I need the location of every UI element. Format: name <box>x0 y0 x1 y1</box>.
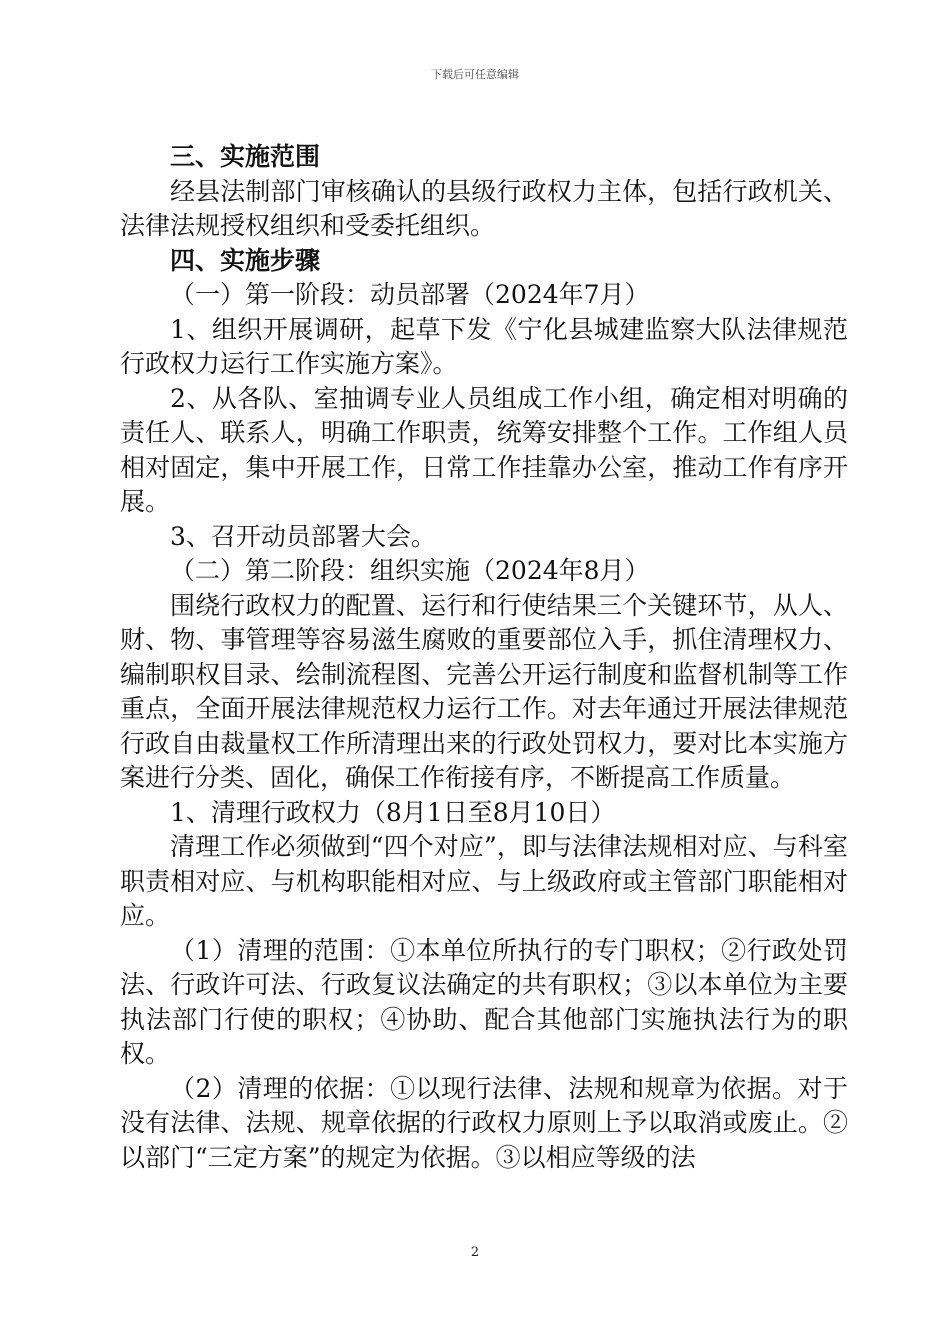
section-heading: 四、实施步骤 <box>170 245 321 275</box>
body-paragraph: 围绕行政权力的配置、运行和行使结果三个关键环节，从人、财、物、事管理等容易滋生腐败的重要部位入手，抓住清理权力、编制职权目录、绘制流程图、完善公开运行制度和监督机制等工作重点，全面开展法律规范权力运行工作。对去年通过开展法律规范行政自由裁量权工作所清理出来的行政处罚权力，要对比本实施方案进行分类、固化，确保工作衔接有序，不断提高工作质量。 <box>120 590 848 792</box>
body-paragraph: （2）清理的依据：①以现行法律、法规和规章为依据。对于没有法律、法规、规章依据的行政权力原则上予以取消或废止。②以部门“三定方案”的规定为依据。③以相应等级的法 <box>120 1073 848 1172</box>
body-paragraph: （二）第二阶段：组织实施（2024年8月） <box>170 556 650 585</box>
body-paragraph: 2、从各队、室抽调专业人员组成工作小组，确定相对明确的责任人、联系人，明确工作职责，统筹安排整个工作。工作组人员相对固定，集中开展工作，日常工作挂靠办公室，推动工作有序开展。 <box>120 383 848 516</box>
body-paragraph: 1、组织开展调研，起草下发《宁化县城建监察大队法律规范行政权力运行工作实施方案》。 <box>120 314 848 378</box>
document-body <box>120 140 848 1175</box>
body-paragraph: 3、召开动员部署大会。 <box>170 521 436 551</box>
section-heading: 三、实施范围 <box>170 142 321 171</box>
page-number: 2 <box>470 1245 480 1260</box>
body-paragraph: （1）清理的范围：①本单位所执行的专门职权；②行政处罚法、行政许可法、行政复议法确定的共有职权；③以本单位为主要执法部门行使的职权；④协助、配合其他部门实施执法行为的职权。 <box>120 935 848 1068</box>
body-paragraph: （一）第一阶段：动员部署（2024年7月） <box>170 280 650 309</box>
body-paragraph: 清理工作必须做到“四个对应”，即与法律法规相对应、与科室职责相对应、与机构职能相对应、与上级政府或主管部门职能相对应。 <box>120 832 848 930</box>
body-paragraph: 经县法制部门审核确认的县级行政权力主体，包括行政机关、法律法规授权组织和受委托组织。 <box>120 176 848 240</box>
page-header-note: 下载后可任意编辑 <box>431 68 519 81</box>
body-paragraph: 1、清理行政权力（8月1日至8月10日） <box>170 797 616 827</box>
